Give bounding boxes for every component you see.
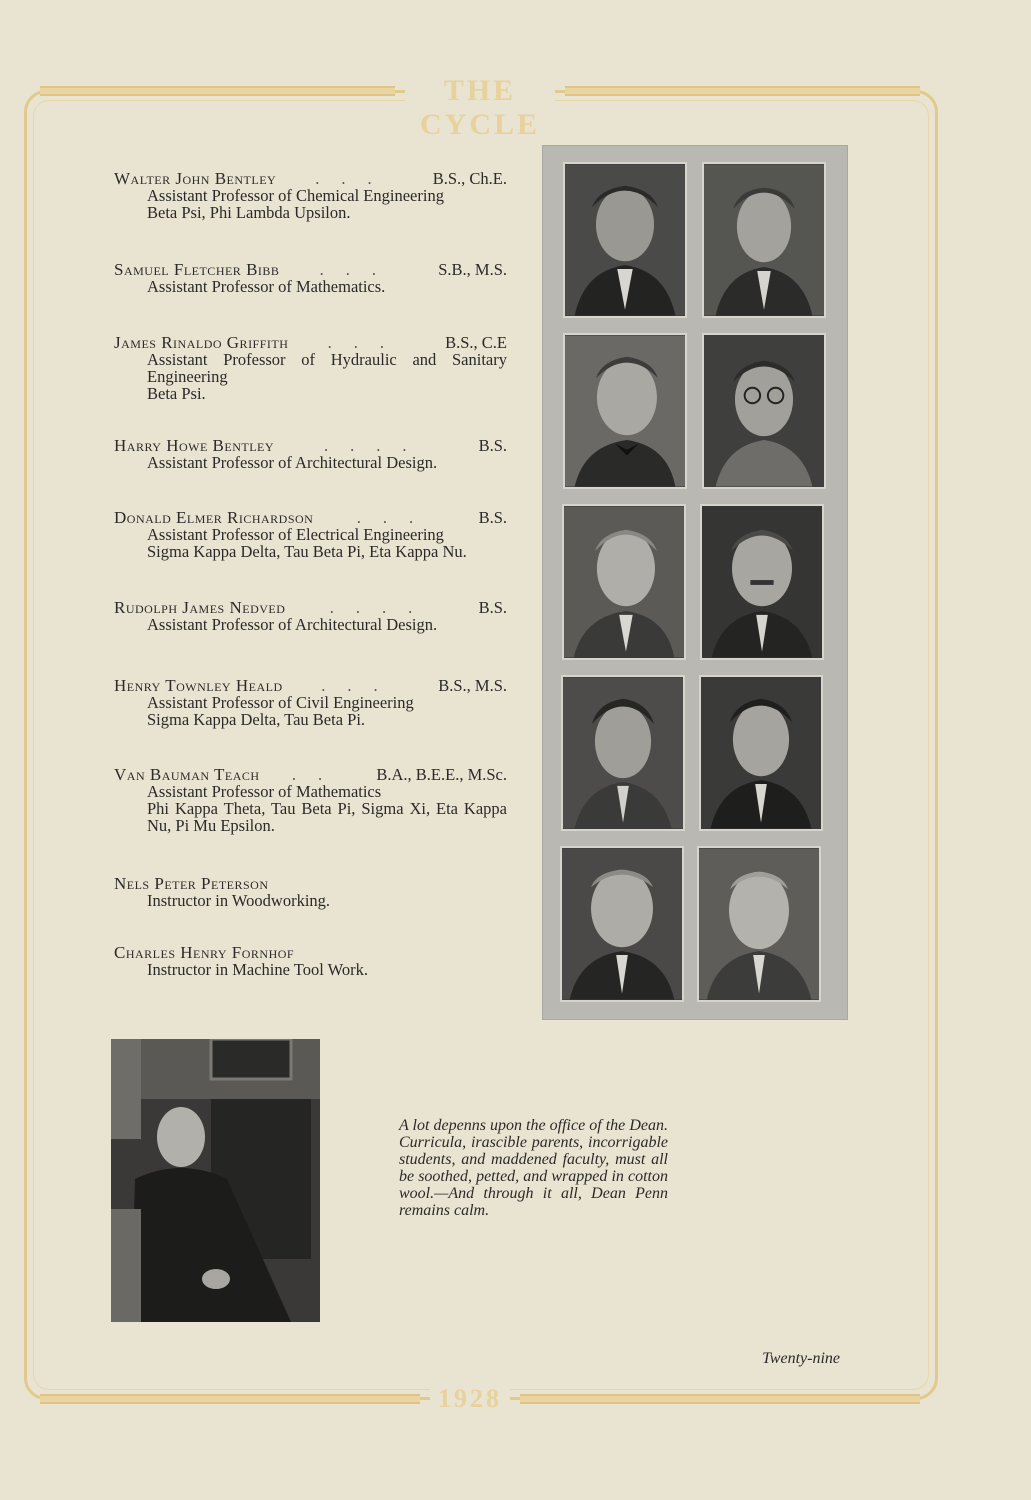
faculty-entry [114,875,507,909]
faculty-title: Assistant Professor of Mathematics. [147,277,386,296]
footer-rule-left [40,1394,420,1404]
faculty-title: Assistant Professor of Architectural Design. [147,615,438,634]
faculty-title: Instructor in Woodworking. [147,891,331,910]
faculty-name: Charles Henry Fornhof [114,943,295,962]
faculty-entry: Henry Townley Heald ... B.S., M.S. Assistant Professor of Civil Engineering Sigma Kappa Delta, Tau Beta Pi. [114,676,507,729]
portrait-photo [700,504,824,660]
faculty-affiliations: Beta Psi. [147,384,206,403]
faculty-title: Assistant Professor of Civil Engineering [147,693,414,712]
faculty-affiliations: Beta Psi, Phi Lambda Upsilon. [147,203,351,222]
portrait-panel [542,145,848,1020]
faculty-name: James Rinaldo Griffith [114,333,289,352]
page-number: Twenty-nine [762,1350,840,1367]
header-title: THE CYCLE [405,74,555,142]
faculty-degree: B.A., B.E.E., M.Sc. [376,765,507,784]
dean-caption: A lot depenns upon the office of the Dean. Curricula, irascible parents, incorrigable students, and maddened faculty, must all be soothed, petted, and wrapped in cotton wool.—And through it all, Dean Penn remains calm. [399,1117,668,1219]
faculty-entry: Harry Howe Bentley .... B.S. Assistant Professor of Architectural Design. [114,436,507,472]
faculty-affiliations: Phi Kappa Theta, Tau Beta Pi, Sigma Xi, Eta Kappa Nu, Pi Mu Epsilon. [147,799,507,835]
portrait-photo [563,162,687,318]
faculty-title: Instructor in Machine Tool Work. [147,960,368,979]
faculty-affiliations: Sigma Kappa Delta, Tau Beta Pi, Eta Kappa Nu. [147,542,467,561]
faculty-name: Donald Elmer Richardson [114,508,314,527]
faculty-affiliations: Sigma Kappa Delta, Tau Beta Pi. [147,710,366,729]
header-rule-left [40,86,395,96]
faculty-degree: B.S., C.E [445,333,507,352]
header-rule-right [565,86,920,96]
footer-year: 1928 [430,1384,510,1414]
faculty-degree: B.S. [478,508,507,527]
faculty-name: Samuel Fletcher Bibb [114,260,280,279]
portrait-photo [563,333,687,489]
faculty-entry: Rudolph James Nedved .... B.S. Assistant Professor of Architectural Design. [114,598,507,634]
faculty-title: Assistant Professor of Electrical Engineering [147,525,444,544]
faculty-title: Assistant Professor of Chemical Engineering [147,186,444,205]
faculty-name: Walter John Bentley [114,169,277,188]
faculty-degree: B.S. [478,436,507,455]
faculty-degree: B.S., Ch.E. [432,169,507,188]
faculty-degree: S.B., M.S. [438,260,507,279]
portrait-photo [697,846,821,1002]
faculty-entry: Samuel Fletcher Bibb ... S.B., M.S. Assistant Professor of Mathematics. [114,260,507,296]
faculty-name: Harry Howe Bentley [114,436,275,455]
faculty-degree: B.S., M.S. [438,676,507,695]
portrait-photo [702,162,826,318]
faculty-name: Nels Peter Peterson [114,874,269,893]
footer-rule-right [520,1394,920,1404]
faculty-entry: James Rinaldo Griffith ... B.S., C.E Assistant Professor of Hydraulic and Sanitary Engineering Beta Psi. [114,333,507,403]
faculty-name: Van Bauman Teach [114,765,260,784]
faculty-name: Rudolph James Nedved [114,598,286,617]
faculty-name: Henry Townley Heald [114,676,283,695]
portrait-photo [699,675,823,831]
faculty-degree: B.S. [478,598,507,617]
faculty-entry: Donald Elmer Richardson ... B.S. Assistant Professor of Electrical Engineering Sigma Kappa Delta, Tau Beta Pi, Eta Kappa Nu. [114,508,507,561]
faculty-entry: Walter John Bentley ... B.S., Ch.E. Assistant Professor of Chemical Engineering Beta Psi, Phi Lambda Upsilon. [114,169,507,222]
faculty-title: Assistant Professor of Hydraulic and Sanitary Engineering [147,350,507,386]
faculty-entry [114,944,507,978]
portrait-photo [561,675,685,831]
portrait-photo [560,846,684,1002]
faculty-entry: Van Bauman Teach .. B.A., B.E.E., M.Sc. Assistant Professor of Mathematics Phi Kappa Theta, Tau Beta Pi, Sigma Xi, Eta Kappa Nu, Pi Mu Epsilon. [114,765,507,835]
portrait-photo [702,333,826,489]
faculty-title: Assistant Professor of Mathematics [147,782,382,801]
portrait-photo [562,504,686,660]
faculty-title: Assistant Professor of Architectural Design. [147,453,438,472]
dean-photo [111,1039,320,1322]
